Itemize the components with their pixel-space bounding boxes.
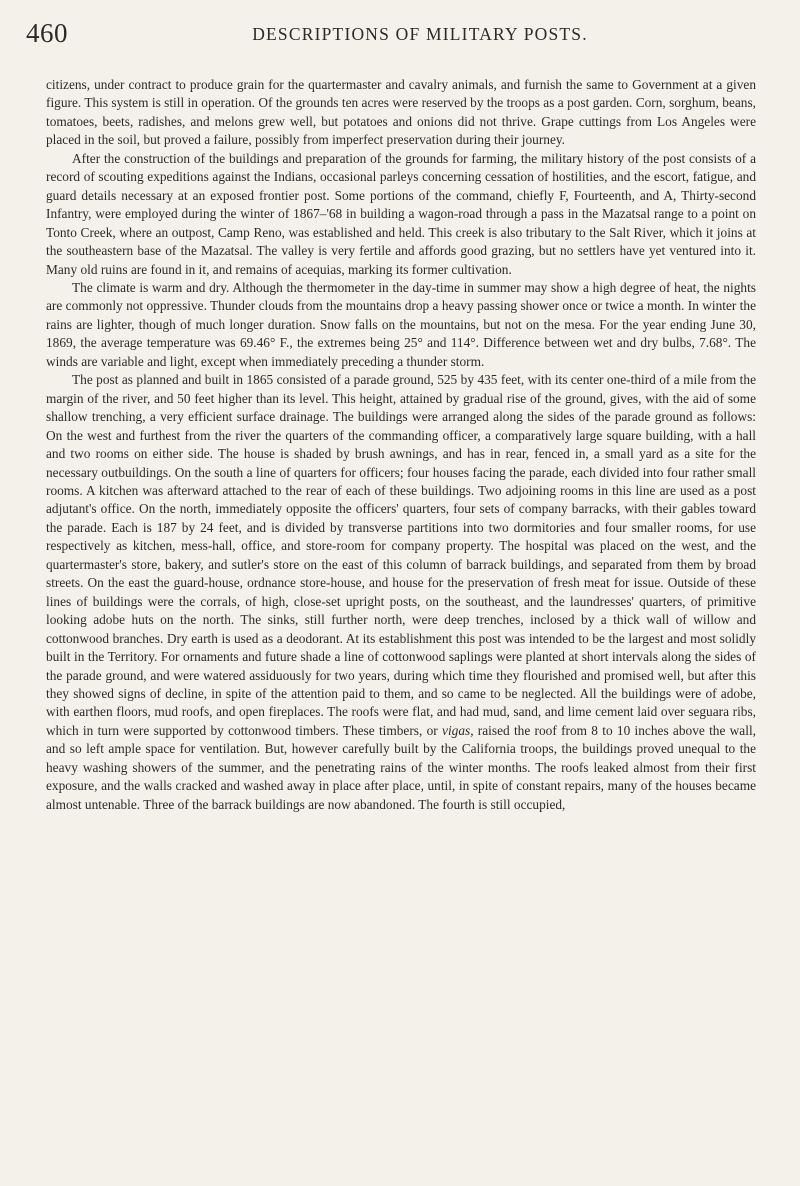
paragraph-4-text-a: The post as planned and built in 1865 consisted of a parade ground, 525 by 435 feet, with its center one-third of a mile from the margin of the river, and 50 feet higher than its level. This height, attained by gradual rise of the ground, gives, with the aid of some shallow trenching, a very efficient surface drainage. The buildings were arranged along the sides of the parade ground as follows: On the west and furthest from the river the quarters of the commanding officer, a comparatively large square building, with a hall and two rooms on either side. The house is shaded by brush awnings, and has in rear, fenced in, a small yard as a site for the necessary outbuildings. On the south a line of quarters for officers; four houses facing the parade, each divided into four rather small rooms. A kitchen was afterward attached to the rear of each of these buildings. Two adjoining rooms in this line are used as a post adjutant's office. On the north, immediately opposite the officers' quarters, four sets of company barracks, with their gables toward the parade. Each is 187 by 24 feet, and is divided by transverse partitions into two dormitories and four smaller rooms, for use respectively as kitchen, mess-hall, office, and store-room for company property. The hospital was placed on the west, and the quartermaster's store, bakery, and sutler's store on the east of this column of barrack buildings, and separated from them by broad streets. On the east the guard-house, ordnance store-house, and house for the preservation of fresh meat for issue. Outside of these lines of buildings were the corrals, of high, close-set upright posts, on the southeast, and the laundresses' quarters, of primitive looking adobe huts on the north. The sinks, still further north, were deep trenches, inclosed by a thick wall of willow and cottonwood branches. Dry earth is used as a deodorant. At its establishment this post was intended to be the largest and most solidly built in the Territory. For ornaments and future shade a line of cottonwood saplings were planted at short intervals along the sides of the parade ground, and were watered assiduously for two years, during which time they flourished and promised well, but after this they showed signs of decline, in spite of the attention paid to them, and so came to be neglected. All the buildings were of adobe, with earthen floors, mud roofs, and open fireplaces. The roofs were flat, and had mud, sand, and lime cement laid over seguara ribs, which in turn were supported by cottonwood timbers. These timbers, or xyxy=(46,372,756,738)
paragraph-4 xyxy=(46,371,756,814)
running-head xyxy=(0,0,800,60)
paragraph-2: After the construction of the buildings and preparation of the grounds for farming, the military history of the post consists of a record of scouting expeditions against the Indians, occasional parleys concerning cessation of hostilities, and the escort, fatigue, and guard details necessary at an exposed frontier post. Some portions of the command, chiefly F, Fourteenth, and A, Thirty-second Infantry, were employed during the winter of 1867–'68 in building a wagon-road through a pass in the Mazatsal range to a point on Tonto Creek, where an outpost, Camp Reno, was established and held. This creek is also tributary to the Salt River, which it joins at the southeastern base of the Mazatsal. The valley is very fertile and affords good grazing, but no settlers have yet ventured into it. Many old ruins are found in it, and remains of acequias, marking its former cultivation. xyxy=(46,150,756,277)
paragraph-4-text-b: , raised the roof from 8 to 10 inches above the wall, and so left ample space for ventilation. But, however carefully built by the California troops, the buildings proved unequal to the heavy washing showers of the summer, and the penetrating rains of the winter months. The roofs leaked almost from their first exposure, and the walls cracked and washed away in place after place, until, in spite of constant repairs, many of the houses became almost untenable. Three of the barrack buildings are now abandoned. The fourth is still occupied, xyxy=(46,722,756,812)
page-number: 460 xyxy=(26,18,68,48)
paragraph-3: The climate is warm and dry. Although the thermometer in the day-time in summer may show a high degree of heat, the nights are commonly not oppressive. Thunder clouds from the mountains drop a heavy passing shower once or twice a month. In winter the rains are lighter, though of much longer duration. Snow falls on the mountains, but not on the mesa. For the year ending June 30, 1869, the average temperature was 69.46° F., the extremes being 25° and 114°. Difference between wet and dry bulbs, 7.68°. The winds are variable and light, except when immediately preceding a thunder storm. xyxy=(46,279,756,369)
running-title: DESCRIPTIONS OF MILITARY POSTS. xyxy=(252,24,588,44)
paragraph-1: citizens, under contract to produce grain for the quartermaster and cavalry animals, and furnish the same to Government at a given figure. This system is still in operation. Of the grounds ten acres were reserved by the troops as a post garden. Corn, sorghum, beans, tomatoes, beets, radishes, and melons grew well, but potatoes and onions did not thrive. Grape cuttings from Los Angeles were placed in the soil, but proved a failure, possibly from imperfect preservation during their journey. xyxy=(46,77,756,148)
body-text xyxy=(46,76,756,814)
paragraph-4-italic-term: vigas xyxy=(442,722,471,738)
